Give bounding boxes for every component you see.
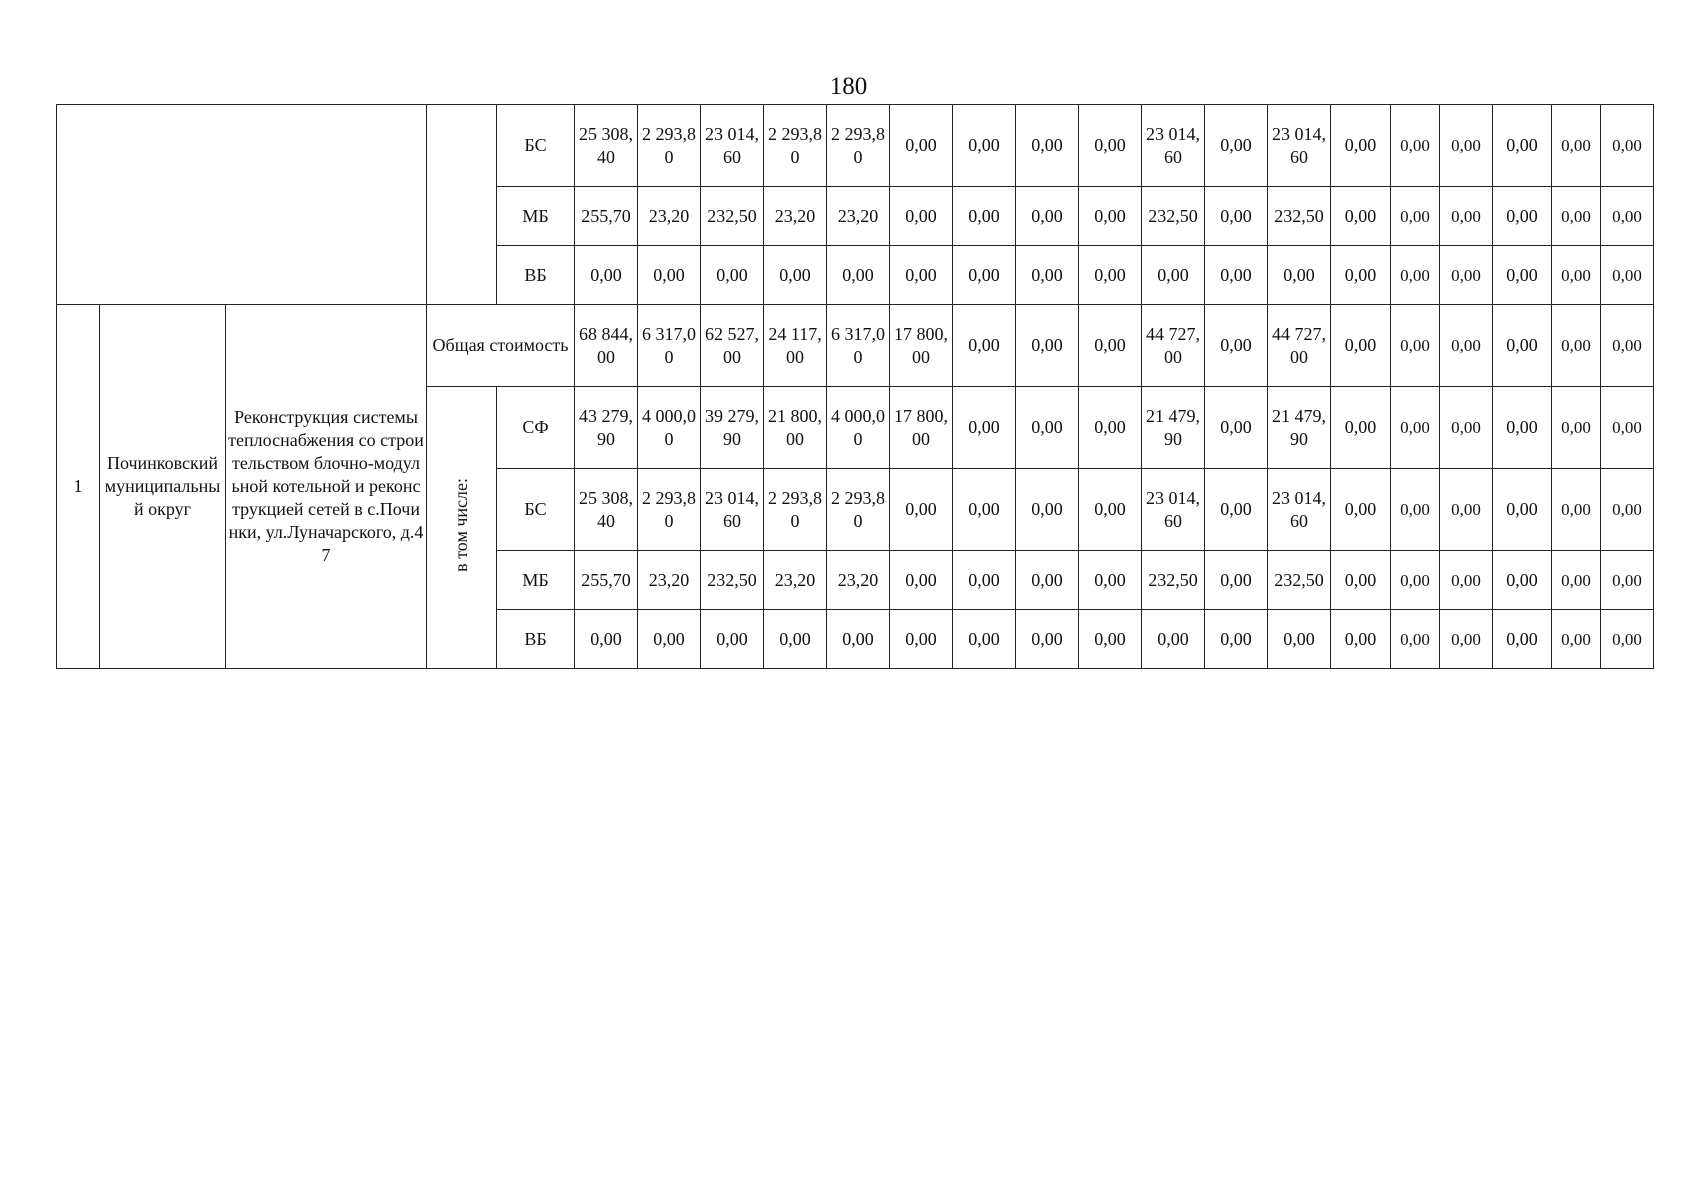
value-cell: 0,00 [1552,246,1601,305]
value-cell: 0,00 [1552,187,1601,246]
value-cell: 39 279,90 [701,387,764,469]
source-cell: СФ [497,387,575,469]
value-cell: 0,00 [953,610,1016,669]
value-cell: 23,20 [638,551,701,610]
value-cell: 232,50 [1268,551,1331,610]
value-cell: 0,00 [1016,246,1079,305]
value-cell: 0,00 [1493,469,1552,551]
value-cell: 4 000,00 [827,387,890,469]
value-cell: 0,00 [1493,387,1552,469]
value-cell: 23,20 [638,187,701,246]
value-cell: 0,00 [638,610,701,669]
value-cell: 0,00 [1205,105,1268,187]
value-cell: 0,00 [764,610,827,669]
value-cell: 6 317,00 [827,305,890,387]
value-cell: 0,00 [953,246,1016,305]
value-cell: 0,00 [1440,387,1493,469]
value-cell: 23,20 [827,551,890,610]
including-label-cell [427,387,497,669]
value-cell: 0,00 [1391,305,1440,387]
value-cell: 43 279,90 [575,387,638,469]
value-cell: 0,00 [1079,387,1142,469]
value-cell: 0,00 [1552,387,1601,469]
value-cell: 0,00 [1079,305,1142,387]
value-cell: 0,00 [890,105,953,187]
value-cell: 0,00 [1079,610,1142,669]
value-cell: 0,00 [1331,469,1391,551]
value-cell: 23,20 [764,551,827,610]
including-label: в том числе: [451,477,472,572]
value-cell: 2 293,80 [764,469,827,551]
value-cell: 0,00 [1601,387,1654,469]
value-cell: 23 014,60 [701,105,764,187]
value-cell: 0,00 [1440,610,1493,669]
value-cell: 23 014,60 [1142,469,1205,551]
value-cell: 0,00 [1142,246,1205,305]
value-cell: 23 014,60 [701,469,764,551]
value-cell: 0,00 [1079,105,1142,187]
value-cell: 0,00 [827,610,890,669]
value-cell: 255,70 [575,551,638,610]
value-cell: 2 293,80 [764,105,827,187]
value-cell: 0,00 [1493,610,1552,669]
table-row [57,305,1654,387]
value-cell: 0,00 [1016,551,1079,610]
value-cell: 232,50 [1142,187,1205,246]
value-cell: 0,00 [1205,187,1268,246]
value-cell: 0,00 [1016,305,1079,387]
value-cell: 232,50 [701,187,764,246]
table-row [57,105,1654,187]
value-cell: 0,00 [638,246,701,305]
value-cell: 0,00 [1391,610,1440,669]
value-cell: 232,50 [1142,551,1205,610]
value-cell: 23,20 [764,187,827,246]
value-cell: 0,00 [890,246,953,305]
value-cell: 0,00 [953,305,1016,387]
value-cell: 0,00 [1391,187,1440,246]
value-cell: 255,70 [575,187,638,246]
value-cell: 0,00 [1205,305,1268,387]
source-cell: БС [497,105,575,187]
value-cell: 2 293,80 [827,105,890,187]
value-cell: 25 308,40 [575,105,638,187]
value-cell: 0,00 [1552,305,1601,387]
value-cell: 0,00 [764,246,827,305]
value-cell: 0,00 [890,187,953,246]
value-cell: 0,00 [890,610,953,669]
value-cell: 0,00 [1205,246,1268,305]
value-cell: 0,00 [1440,187,1493,246]
value-cell: 68 844,00 [575,305,638,387]
value-cell: 0,00 [1331,246,1391,305]
value-cell: 0,00 [1205,610,1268,669]
value-cell: 0,00 [1016,610,1079,669]
value-cell: 0,00 [1493,305,1552,387]
value-cell: 0,00 [1391,105,1440,187]
value-cell: 17 800,00 [890,305,953,387]
value-cell: 0,00 [953,105,1016,187]
value-cell: 0,00 [1268,246,1331,305]
value-cell: 0,00 [1205,387,1268,469]
value-cell: 0,00 [575,246,638,305]
value-cell: 0,00 [1552,551,1601,610]
value-cell: 0,00 [1493,187,1552,246]
source-cell: МБ [497,551,575,610]
value-cell: 0,00 [953,387,1016,469]
value-cell: 0,00 [1079,187,1142,246]
value-cell: 62 527,00 [701,305,764,387]
value-cell: 2 293,80 [827,469,890,551]
source-cell: БС [497,469,575,551]
value-cell: 0,00 [1016,387,1079,469]
value-cell: 0,00 [1440,105,1493,187]
project-index: 1 [57,305,100,669]
value-cell: 0,00 [1391,246,1440,305]
value-cell: 0,00 [1440,469,1493,551]
value-cell: 0,00 [1440,305,1493,387]
value-cell: 21 800,00 [764,387,827,469]
source-cell: МБ [497,187,575,246]
value-cell: 0,00 [1331,187,1391,246]
value-cell: 2 293,80 [638,105,701,187]
value-cell: 0,00 [1331,551,1391,610]
value-cell: 0,00 [1552,610,1601,669]
value-cell: 25 308,40 [575,469,638,551]
value-cell: 0,00 [1268,610,1331,669]
value-cell: 0,00 [1391,469,1440,551]
value-cell: 0,00 [953,187,1016,246]
value-cell: 0,00 [1601,610,1654,669]
value-cell: 0,00 [1016,187,1079,246]
value-cell: 0,00 [1601,469,1654,551]
value-cell: 232,50 [701,551,764,610]
value-cell: 0,00 [953,469,1016,551]
value-cell: 0,00 [1391,387,1440,469]
value-cell: 0,00 [1601,187,1654,246]
value-cell: 17 800,00 [890,387,953,469]
value-cell: 0,00 [1331,387,1391,469]
value-cell: 23 014,60 [1142,105,1205,187]
value-cell: 0,00 [1552,105,1601,187]
empty-continuation-cell [57,105,427,305]
value-cell: 44 727,00 [1268,305,1331,387]
value-cell: 0,00 [1331,305,1391,387]
value-cell: 0,00 [1601,105,1654,187]
value-cell: 0,00 [1205,469,1268,551]
value-cell: 0,00 [701,610,764,669]
budget-table [56,104,1654,669]
value-cell: 4 000,00 [638,387,701,469]
value-cell: 23 014,60 [1268,105,1331,187]
value-cell: 21 479,90 [1268,387,1331,469]
value-cell: 0,00 [1493,246,1552,305]
value-cell: 6 317,00 [638,305,701,387]
value-cell: 0,00 [1016,469,1079,551]
value-cell: 0,00 [1440,246,1493,305]
project-description: Реконструкция системы теплоснабжения со строительством блочно-модульной котельной и реконструкцией сетей в с.Починки, ул.Луначарского, д.47 [226,305,427,669]
value-cell: 44 727,00 [1142,305,1205,387]
empty-continuation-cell [427,105,497,305]
source-cell: ВБ [497,610,575,669]
value-cell: 0,00 [1331,610,1391,669]
value-cell: 0,00 [1079,246,1142,305]
total-cost-label: Общая стоимость [427,305,575,387]
value-cell: 0,00 [1493,105,1552,187]
value-cell: 0,00 [1079,469,1142,551]
value-cell: 23 014,60 [1268,469,1331,551]
value-cell: 0,00 [1391,551,1440,610]
value-cell: 0,00 [1552,469,1601,551]
value-cell: 0,00 [1601,305,1654,387]
value-cell: 0,00 [953,551,1016,610]
source-cell: ВБ [497,246,575,305]
value-cell: 0,00 [1142,610,1205,669]
value-cell: 0,00 [1331,105,1391,187]
value-cell: 23,20 [827,187,890,246]
value-cell: 0,00 [1205,551,1268,610]
value-cell: 0,00 [890,551,953,610]
value-cell: 0,00 [1079,551,1142,610]
value-cell: 0,00 [1601,551,1654,610]
municipality-cell: Починковский муниципальный округ [100,305,226,669]
value-cell: 0,00 [575,610,638,669]
value-cell: 0,00 [1016,105,1079,187]
value-cell: 0,00 [1601,246,1654,305]
value-cell: 21 479,90 [1142,387,1205,469]
value-cell: 0,00 [890,469,953,551]
value-cell: 24 117,00 [764,305,827,387]
value-cell: 0,00 [827,246,890,305]
value-cell: 0,00 [1440,551,1493,610]
value-cell: 0,00 [1493,551,1552,610]
value-cell: 2 293,80 [638,469,701,551]
page-number: 180 [829,73,868,100]
value-cell: 232,50 [1268,187,1331,246]
value-cell: 0,00 [701,246,764,305]
